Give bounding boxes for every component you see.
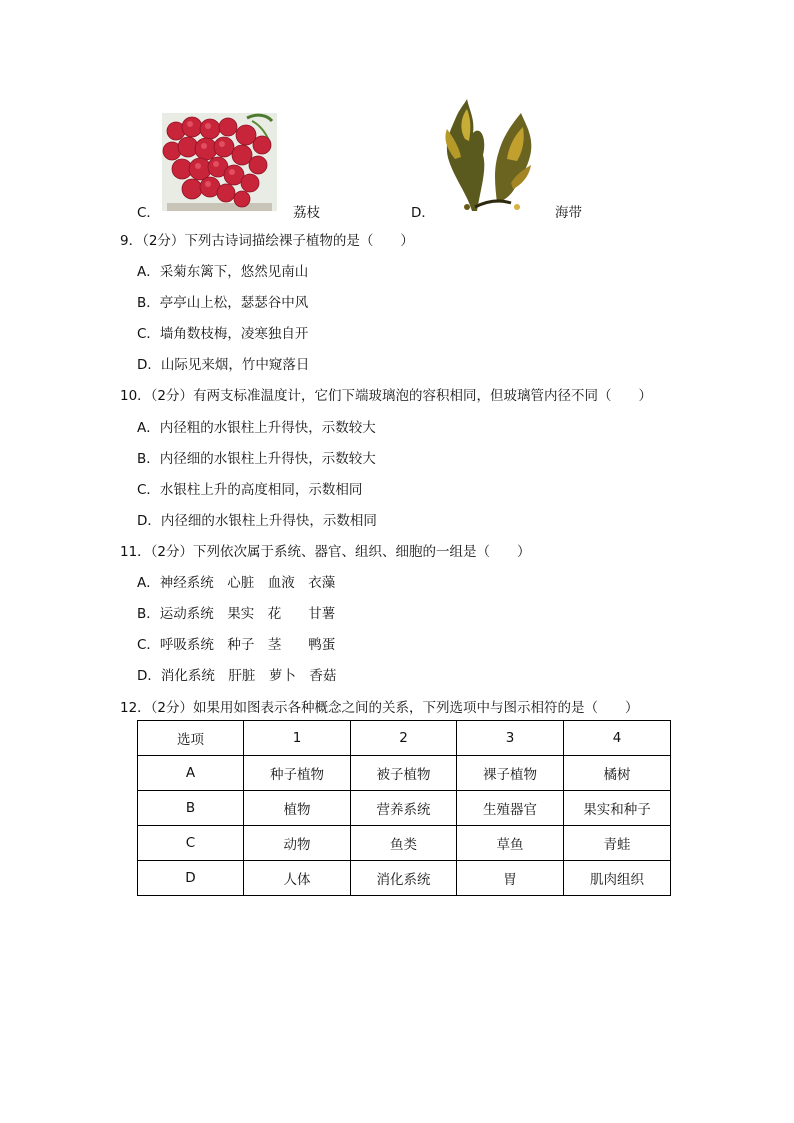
question-10-option-c: C．水银柱上升的高度相同，示数相同 [137,482,363,498]
table-cell: 青蛙 [564,826,671,861]
table-row [138,861,671,896]
table-cell: 鱼类 [351,826,457,861]
table-header-cell: 3 [457,721,564,756]
table-header-cell: 选项 [138,721,244,756]
question-10-option-a: A．内径粗的水银柱上升得快，示数较大 [137,420,376,436]
question-9-option-d: D．山际见来烟，竹中窥落日 [137,357,310,373]
table-cell: D [138,861,244,896]
table-cell: A [138,756,244,791]
table-cell: 消化系统 [351,861,457,896]
question-12-stem: 12．（2分）如果用如图表示各种概念之间的关系，下列选项中与图示相符的是（ ） [120,700,639,716]
option-c-caption: 荔枝 [293,205,320,221]
concept-table [137,720,671,896]
question-11-stem: 11．（2分）下列依次属于系统、器官、组织、细胞的一组是（ ） [120,544,531,560]
table-row [138,826,671,861]
option-d-letter: D． [411,205,435,221]
table-cell: 胃 [457,861,564,896]
option-c-letter: C． [137,205,160,221]
table-cell: 植物 [244,791,351,826]
question-11-option-b: B．运动系统 果实 花 甘薯 [137,606,336,622]
question-10-option-b: B．内径细的水银柱上升得快，示数较大 [137,451,376,467]
question-10-stem: 10．（2分）有两支标准温度计，它们下端玻璃泡的容积相同，但玻璃管内径不同（ ） [120,388,653,404]
question-11-option-a: A．神经系统 心脏 血液 衣藻 [137,575,336,591]
table-header-cell: 2 [351,721,457,756]
lychee-image [162,113,277,211]
table-cell: B [138,791,244,826]
question-9-option-a: A．采菊东篱下，悠然见南山 [137,264,309,280]
table-cell: 种子植物 [244,756,351,791]
table-header-cell: 1 [244,721,351,756]
question-9-option-c: C．墙角数枝梅，凌寒独自开 [137,326,309,342]
table-cell: 被子植物 [351,756,457,791]
table-row [138,791,671,826]
table-cell: 草鱼 [457,826,564,861]
table-cell: C [138,826,244,861]
table-header-row [138,721,671,756]
option-d-caption: 海带 [555,205,582,221]
table-header-cell: 4 [564,721,671,756]
table-row [138,756,671,791]
question-11-option-c: C．呼吸系统 种子 茎 鸭蛋 [137,637,336,653]
table-cell: 生殖器官 [457,791,564,826]
table-cell: 裸子植物 [457,756,564,791]
question-10-option-d: D．内径细的水银柱上升得快，示数相同 [137,513,377,529]
table-cell: 橘树 [564,756,671,791]
question-11-option-d: D．消化系统 肝脏 萝卜 香菇 [137,668,337,684]
table-cell: 动物 [244,826,351,861]
question-9-option-b: B．亭亭山上松，瑟瑟谷中风 [137,295,309,311]
kelp-image [437,99,537,214]
question-9-stem: 9．（2分）下列古诗词描绘裸子植物的是（ ） [120,233,414,249]
table-cell: 营养系统 [351,791,457,826]
table-cell: 果实和种子 [564,791,671,826]
table-cell: 肌肉组织 [564,861,671,896]
table-cell: 人体 [244,861,351,896]
